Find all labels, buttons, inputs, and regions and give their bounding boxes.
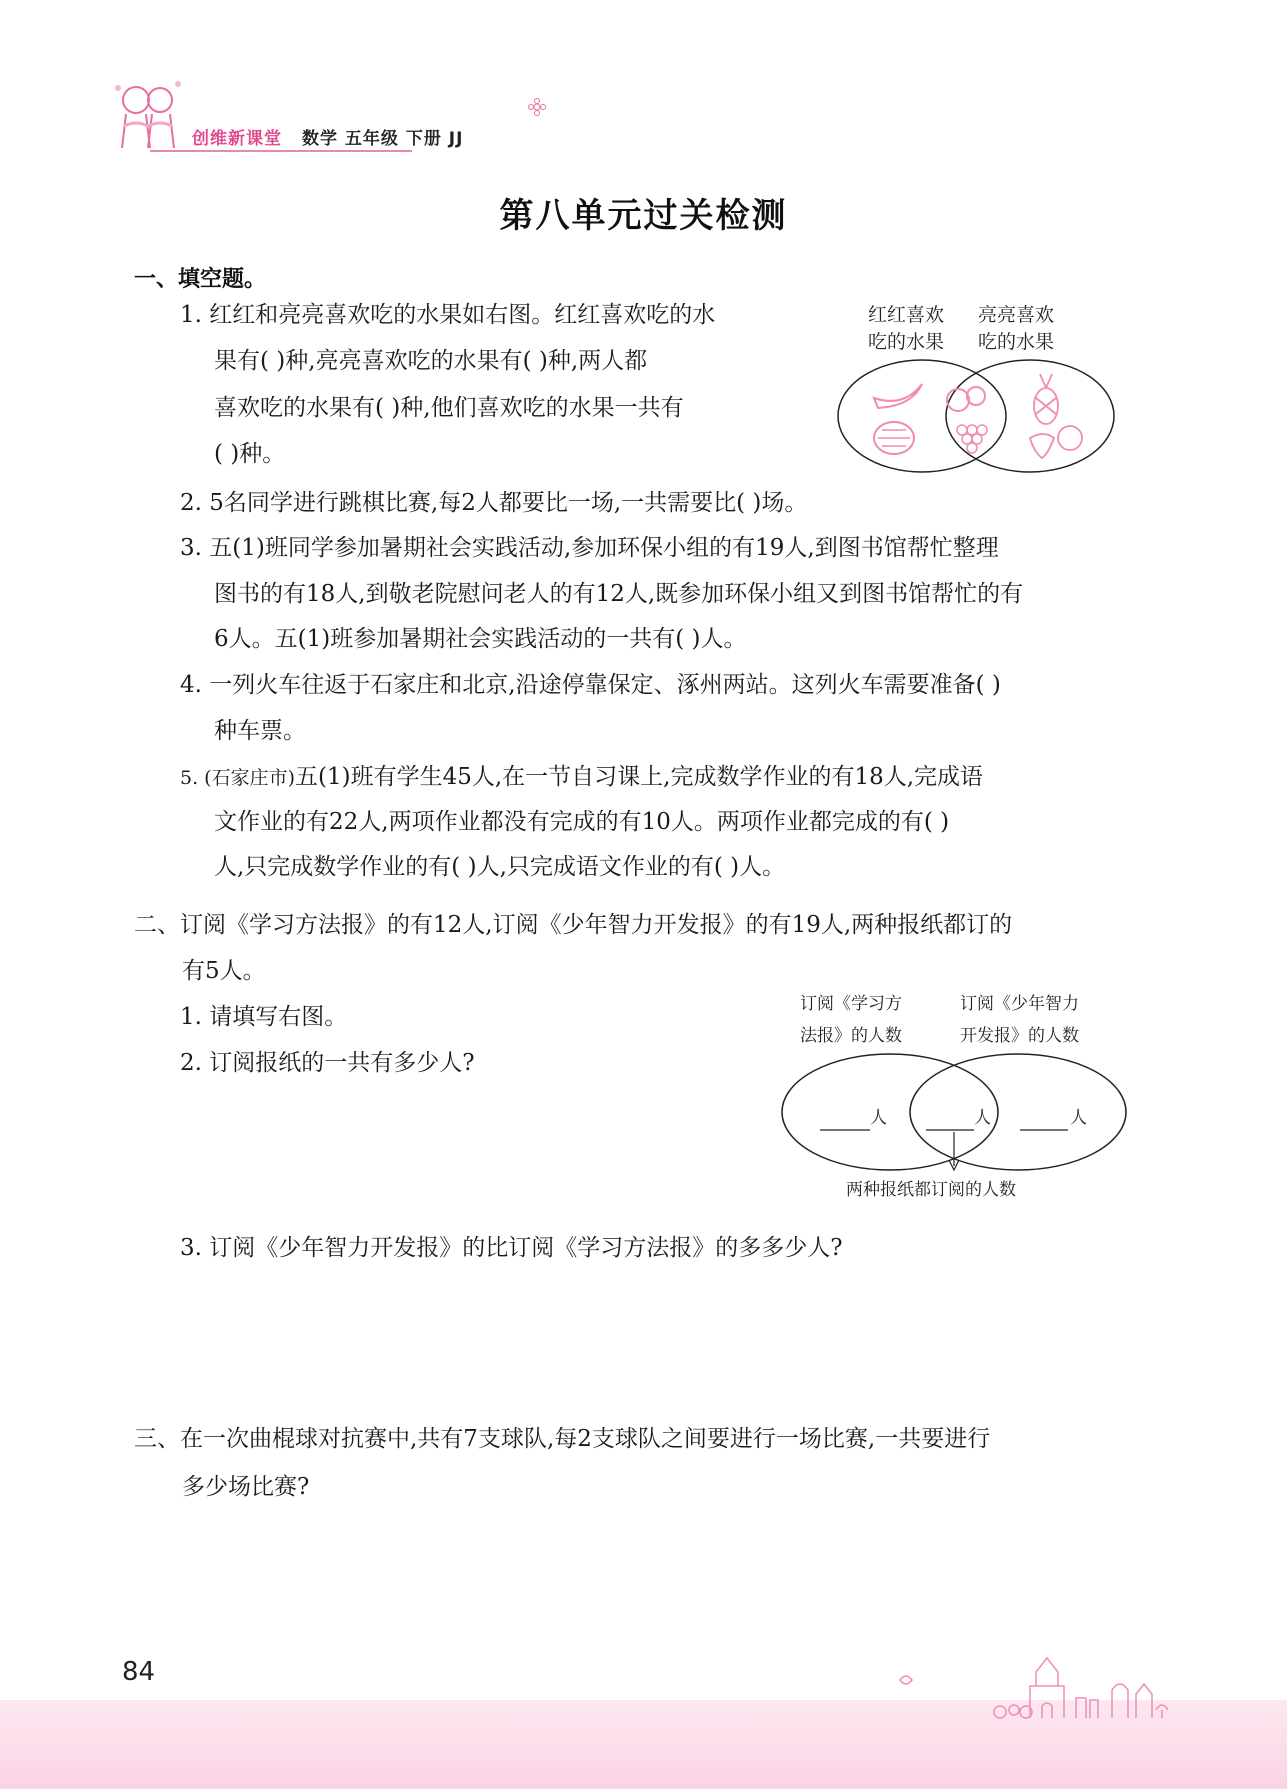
venn2-right-label: 订阅《少年智力 开发报》的人数 [960,994,1079,1046]
strawberry-icon [1030,434,1054,458]
venn2-left-label: 订阅《学习方 法报》的人数 [800,994,902,1046]
watermelon-icon [874,422,914,454]
q5-line-1 [180,762,983,793]
brand-name: 创维新课堂 [192,129,282,149]
q4-line-2: 种车票。 [214,718,306,744]
header-mascot-logo [108,78,188,156]
venn1-left-label: 红红喜欢 吃的水果 [868,304,945,353]
q1-line-4: ( )种。 [214,441,286,467]
q4-line-1: 4. 一列火车往返于石家庄和北京,沿途停靠保定、涿州两站。这列火车需要准备( ) [180,672,1001,698]
q5-line-1-text: 五(1)班有学生45人,在一节自习课上,完成数学作业的有18人,完成语 [295,764,984,790]
q3-line-1: 3. 五(1)班同学参加暑期社会实践活动,参加环保小组的有19人,到图书馆帮忙整理 [180,535,999,561]
q3-line-2: 图书的有18人,到敬老院慰问老人的有12人,既参加环保小组又到图书馆帮忙的有 [214,581,1024,607]
venn2-bottom-label: 两种报纸都订阅的人数 [846,1180,1016,1200]
header-divider [150,150,412,152]
apple-icon [1058,426,1082,450]
flower-icon [528,98,546,120]
page-number: 84 [122,1657,156,1687]
q5-line-3: 人,只完成数学作业的有( )人,只完成语文作业的有( )人。 [214,854,786,880]
q2-line: 2. 5名同学进行跳棋比赛,每2人都要比一场,一共需要比( )场。 [180,490,808,516]
q1-line-3: 喜欢吃的水果有( )种,他们喜欢吃的水果一共有 [214,395,684,421]
section-2-line-2: 有5人。 [182,958,266,984]
s2-q3: 3. 订阅《少年智力开发报》的比订阅《学习方法报》的多多少人? [180,1235,843,1261]
section-2-line-1: 二、订阅《学习方法报》的有12人,订阅《少年智力开发报》的有19人,两种报纸都订的 [134,912,1013,938]
section-3-line-1: 三、在一次曲棍球对抗赛中,共有7支球队,每2支球队之间要进行一场比赛,一共要进行 [134,1426,991,1452]
venn2-blank-right-unit: 人 [1070,1108,1087,1128]
pineapple-icon [1034,374,1058,424]
fruit-venn-diagram [834,358,1116,480]
venn2-blank-left-unit: 人 [870,1108,887,1128]
q1-line-2: 果有( )种,亮亮喜欢吃的水果有( )种,两人都 [214,348,648,374]
venn2-blank-middle-unit: 人 [974,1108,991,1128]
section-1-heading: 一、填空题。 [134,267,267,292]
q1-line-1: 1. 红红和亮亮喜欢吃的水果如右图。红红喜欢吃的水 [180,302,716,328]
page-title: 第八单元过关检测 [499,196,788,236]
peach-icon [947,387,985,411]
banana-icon [874,384,922,408]
section-3-line-2: 多少场比赛? [182,1474,310,1500]
q3-line-3: 6人。五(1)班参加暑期社会实践活动的一共有( )人。 [214,626,747,652]
q5-source-tag: 5. (石家庄市) [180,767,295,789]
book-subtitle: 数学 五年级 下册 JJ [302,129,464,149]
venn1-right-label: 亮亮喜欢 吃的水果 [978,304,1055,353]
q5-line-2: 文作业的有22人,两项作业都没有完成的有10人。两项作业都完成的有( ) [214,809,950,835]
s2-q1: 1. 请填写右图。 [180,1004,348,1030]
s2-q2: 2. 订阅报纸的一共有多少人? [180,1050,475,1076]
castle-illustration [880,1650,1170,1724]
